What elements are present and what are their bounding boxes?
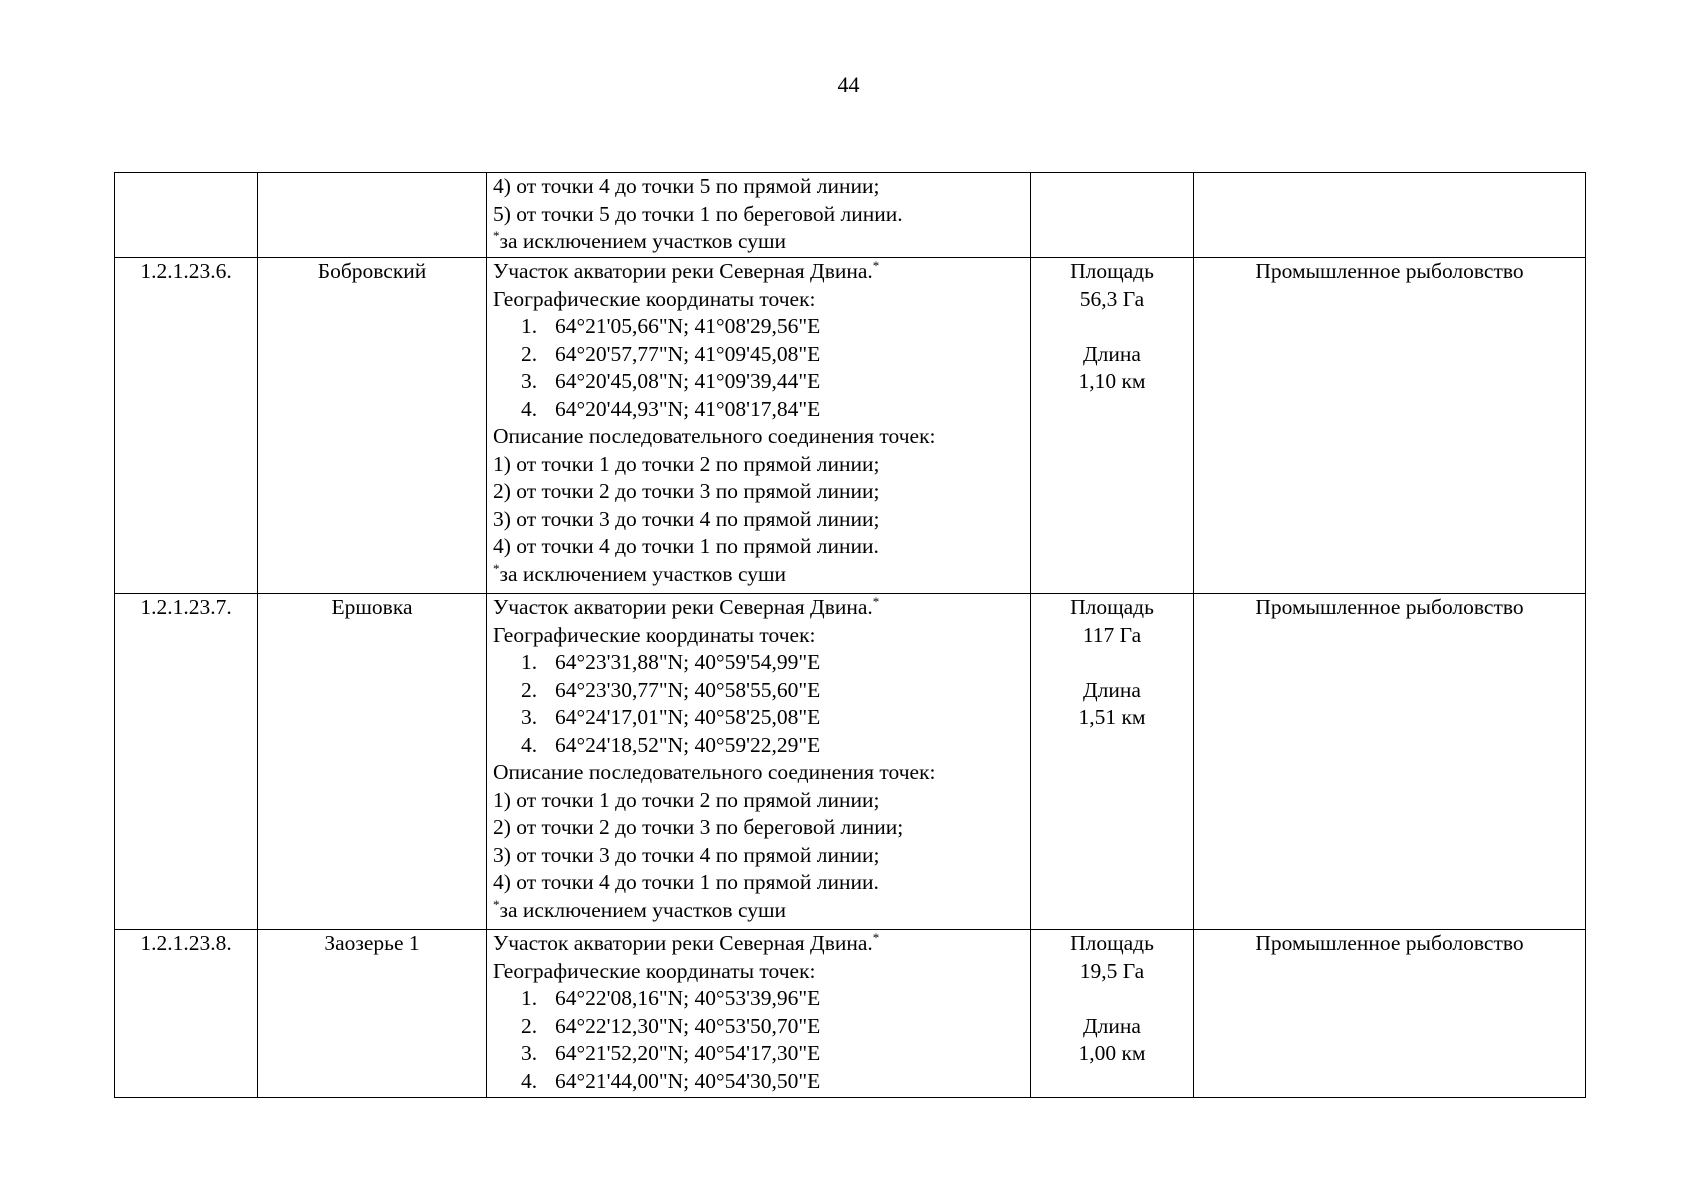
coords-title: Географические координаты точек:	[493, 622, 816, 647]
coords-title: Географические координаты точек:	[493, 286, 816, 311]
cell-number: 1.2.1.23.6.	[115, 258, 258, 594]
table-row-continuation	[115, 173, 1586, 258]
cell-description	[487, 173, 1031, 258]
connection-line: 2) от точки 2 до точки 3 по береговой линии;	[493, 815, 904, 839]
coord-item: 2. 64°22'12,30"N; 40°53'50,70"E	[521, 1013, 821, 1038]
connection-line: 1) от точки 1 до точки 2 по прямой линии;	[493, 451, 880, 476]
cell-usage: Промышленное рыболовство	[1194, 930, 1586, 1098]
footnote-mark: *	[872, 257, 880, 273]
coord-item: 1. 64°21'05,66"N; 41°08'29,56"E	[521, 314, 821, 338]
coord-item: 3. 64°21'52,20"N; 40°54'17,30"E	[521, 1041, 821, 1065]
length-label: Длина	[1083, 677, 1141, 702]
footnote-mark: *	[493, 560, 500, 576]
coord-item: 1. 64°22'08,16"N; 40°53'39,96"E	[521, 986, 821, 1010]
length-label: Длина	[1083, 1013, 1141, 1038]
length-label: Длина	[1083, 341, 1141, 366]
length-value: 1,51 км	[1078, 705, 1146, 729]
coord-item: 1. 64°23'31,88"N; 40°59'54,99"E	[521, 650, 821, 674]
coord-item: 4. 64°20'44,93"N; 41°08'17,84"E	[521, 396, 821, 421]
footnote-mark: *	[493, 896, 500, 912]
length-value: 1,10 км	[1078, 369, 1146, 393]
coord-item: 3. 64°20'45,08"N; 41°09'39,44"E	[521, 369, 821, 393]
footnote-mark: *	[493, 227, 500, 243]
area-value: 19,5 Га	[1079, 958, 1145, 983]
connection-line: 3) от точки 3 до точки 4 по прямой линии;	[493, 842, 880, 867]
connection-line: 5) от точки 5 до точки 1 по береговой линии.	[493, 201, 903, 226]
area-label: Площадь	[1070, 931, 1154, 955]
length-value: 1,00 км	[1078, 1041, 1146, 1065]
coords-title: Географические координаты точек:	[493, 958, 816, 983]
coord-item: 2. 64°23'30,77"N; 40°58'55,60"E	[521, 677, 821, 702]
area-intro: Участок акватории реки Северная Двина.*	[493, 593, 880, 619]
table-row	[115, 258, 1586, 594]
connection-line: 1) от точки 1 до точки 2 по прямой линии;	[493, 787, 880, 812]
footnote: *за исключением участков суши	[493, 896, 787, 922]
cell-usage	[1194, 173, 1586, 258]
cell-name: Бобровский	[258, 258, 487, 594]
cell-name	[258, 173, 487, 258]
cell-name: Заозерье 1	[258, 930, 487, 1098]
connection-line: 2) от точки 2 до точки 3 по прямой линии;	[493, 479, 880, 503]
connection-line: 3) от точки 3 до точки 4 по прямой линии;	[493, 506, 880, 531]
coord-item: 2. 64°20'57,77"N; 41°09'45,08"E	[521, 341, 821, 366]
connection-line: 4) от точки 4 до точки 1 по прямой линии.	[493, 534, 879, 558]
area-value: 117 Га	[1082, 622, 1142, 647]
table-row	[115, 594, 1586, 930]
page-number: 44	[837, 72, 860, 97]
cell-size	[1031, 594, 1194, 930]
footnote: *за исключением участков суши	[493, 560, 787, 586]
area-value: 56,3 Га	[1079, 286, 1145, 311]
coord-item: 3. 64°24'17,01"N; 40°58'25,08"E	[521, 705, 821, 729]
cell-size	[1031, 173, 1194, 258]
cell-number: 1.2.1.23.8.	[115, 930, 258, 1098]
cell-description	[487, 930, 1031, 1098]
area-intro: Участок акватории реки Северная Двина.*	[493, 257, 880, 283]
cell-name: Ершовка	[258, 594, 487, 930]
area-label: Площадь	[1070, 259, 1154, 283]
area-label: Площадь	[1070, 595, 1154, 619]
coord-item: 4. 64°24'18,52"N; 40°59'22,29"E	[521, 732, 821, 757]
cell-size	[1031, 258, 1194, 594]
cell-size	[1031, 930, 1194, 1098]
cell-number: 1.2.1.23.7.	[115, 594, 258, 930]
area-intro: Участок акватории реки Северная Двина.*	[493, 929, 880, 955]
footnote: *за исключением участков суши	[493, 227, 787, 253]
coord-item: 4. 64°21'44,00"N; 40°54'30,50"E	[521, 1068, 821, 1093]
fishing-areas-table	[114, 172, 1586, 1098]
connection-line: 4) от точки 4 до точки 1 по прямой линии.	[493, 870, 879, 894]
cell-number	[115, 173, 258, 258]
cell-usage: Промышленное рыболовство	[1194, 258, 1586, 594]
connection-line: 4) от точки 4 до точки 5 по прямой линии;	[493, 174, 880, 198]
cell-description	[487, 594, 1031, 930]
cell-description	[487, 258, 1031, 594]
footnote-mark: *	[872, 929, 880, 945]
footnote-mark: *	[872, 593, 880, 609]
connection-title: Описание последовательного соединения точек:	[493, 424, 936, 448]
table-row	[115, 930, 1586, 1098]
cell-usage: Промышленное рыболовство	[1194, 594, 1586, 930]
connection-title: Описание последовательного соединения точек:	[493, 760, 936, 784]
